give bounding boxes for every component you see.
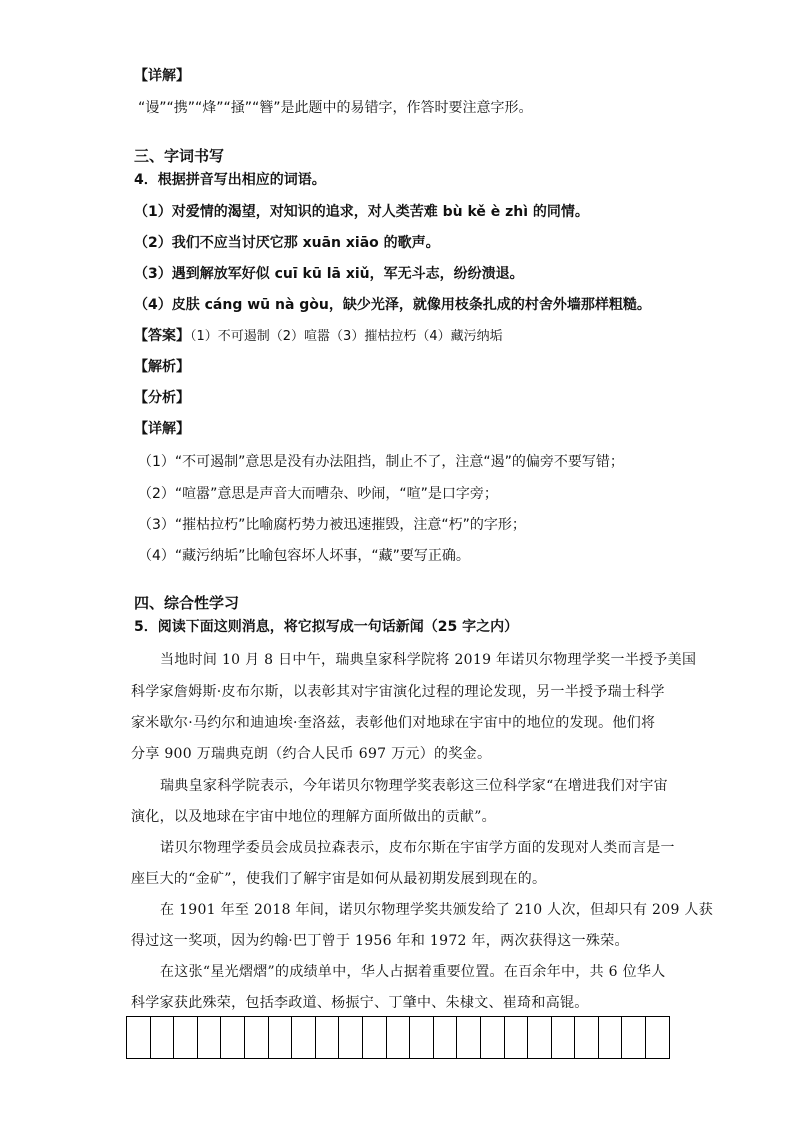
answer-grid-cell[interactable] <box>481 1017 505 1058</box>
answer-grid-cell[interactable] <box>552 1017 576 1058</box>
answer-grid-cell[interactable] <box>363 1017 387 1058</box>
question-5: 5．阅读下面这则消息，将它拟写成一句话新闻（25 字之内） <box>134 619 519 635</box>
answer-grid-cell[interactable] <box>221 1017 245 1058</box>
answer-grid-cell[interactable] <box>410 1017 434 1058</box>
detail-line-4: （4）“藏污纳垢”比喻包容坏人坏事，“藏”要写正确。 <box>138 548 470 564</box>
passage-line: 在这张“星光熠熠”的成绩单中，华人占据着重要位置。在百余年中，共 6 位华人 <box>160 964 666 980</box>
question-4-item-2: （2）我们不应当讨厌它那 xuān xiāo 的歌声。 <box>134 235 440 251</box>
answer-grid-cell[interactable] <box>434 1017 458 1058</box>
passage-line: 得过这一奖项，因为约翰·巴丁曾于 1956 年和 1972 年，两次获得这一殊荣。 <box>131 933 629 949</box>
answer-grid-cell[interactable] <box>646 1017 670 1058</box>
answer-grid-cell[interactable] <box>127 1017 151 1058</box>
detail-text-1: “谩”“携”“烽”“掻”“簪”是此题中的易错字，作答时要注意字形。 <box>138 100 533 116</box>
answer-row <box>134 326 503 347</box>
question-4-item-1: （1）对爱情的渴望，对知识的追求，对人类苦难 bù kě è zhì 的同情。 <box>134 204 589 220</box>
passage-line: 当地时间 10 月 8 日中午，瑞典皇家科学院将 2019 年诺贝尔物理学奖一半授予美国 <box>160 652 697 668</box>
passage-line: 科学家获此殊荣，包括李政道、杨振宁、丁肇中、朱棣文、崔琦和高锟。 <box>131 995 589 1011</box>
answer-grid-cell[interactable] <box>575 1017 599 1058</box>
analysis-tag: 【解析】 <box>134 359 190 375</box>
answer-grid-cell[interactable] <box>316 1017 340 1058</box>
detail-line-1: （1）“不可遏制”意思是没有办法阻挡，制止不了，注意“遏”的偏旁不要写错； <box>138 454 624 470</box>
passage-line: 在 1901 年至 2018 年间，诺贝尔物理学奖共颁发给了 210 人次，但却只有 209 人获 <box>160 902 714 918</box>
answer-grid-cell[interactable] <box>622 1017 646 1058</box>
answer-grid-cell[interactable] <box>599 1017 623 1058</box>
answer-grid-cell[interactable] <box>151 1017 175 1058</box>
answer-grid-cell[interactable] <box>269 1017 293 1058</box>
passage-line: 演化，以及地球在宇宙中地位的理解方面所做出的贡献”。 <box>131 809 496 825</box>
detail-line-3: （3）“摧枯拉朽”比喻腐朽势力被迅速摧毁，注意“朽”的字形； <box>138 517 526 533</box>
fenxi-tag: 【分析】 <box>134 390 190 406</box>
passage-line: 家米歇尔·马约尔和迪迪埃·奎洛兹，表彰他们对地球在宇宙中的地位的发现。他们将 <box>131 715 656 731</box>
answer-grid-cell[interactable] <box>387 1017 411 1058</box>
section-heading-3: 三、字词书写 <box>134 147 225 165</box>
passage-line: 诺贝尔物理学委员会成员拉森表示，皮布尔斯在宇宙学方面的发现对人类而言是一 <box>160 840 675 856</box>
detail-line-2: （2）“喧嚣”意思是声音大而嘈杂、吵闹，“喧”是口字旁； <box>138 486 498 502</box>
question-4-item-3: （3）遇到解放军好似 cuī kū lā xiǔ，军无斗志，纷纷溃退。 <box>134 266 524 282</box>
question-4-item-4: （4）皮肤 cáng wū nà gòu，缺少光泽，就像用枝条扎成的村舍外墙那样粗糙。 <box>134 297 651 313</box>
answer-grid-cell[interactable] <box>245 1017 269 1058</box>
passage-line: 分享 900 万瑞典克朗（约合人民币 697 万元）的奖金。 <box>131 746 492 762</box>
answer-grid-cell[interactable] <box>198 1017 222 1058</box>
passage-line: 瑞典皇家科学院表示，今年诺贝尔物理学奖表彰这三位科学家“在增进我们对宇宙 <box>160 778 668 794</box>
passage-line: 科学家詹姆斯·皮布尔斯，以表彰其对宇宙演化过程的理论发现，另一半授予瑞士科学 <box>131 684 665 700</box>
answer-grid-cell[interactable] <box>339 1017 363 1058</box>
answer-tag: 【答案】 <box>134 328 190 344</box>
answer-grid-cell[interactable] <box>292 1017 316 1058</box>
answer-text: （1）不可遏制（2）喧嚣（3）摧枯拉朽（4）藏污纳垢 <box>190 329 503 344</box>
detail-tag-2: 【详解】 <box>134 421 190 437</box>
answer-grid-cell[interactable] <box>505 1017 529 1058</box>
answer-grid-cell[interactable] <box>457 1017 481 1058</box>
answer-grid[interactable] <box>126 1016 670 1059</box>
answer-grid-cell[interactable] <box>528 1017 552 1058</box>
section-heading-4: 四、综合性学习 <box>134 594 240 612</box>
detail-tag-1: 【详解】 <box>134 68 190 84</box>
question-4: 4．根据拼音写出相应的词语。 <box>134 172 326 188</box>
passage-line: 座巨大的“金矿”，使我们了解宇宙是如何从最初期发展到现在的。 <box>131 871 547 887</box>
answer-grid-cell[interactable] <box>174 1017 198 1058</box>
